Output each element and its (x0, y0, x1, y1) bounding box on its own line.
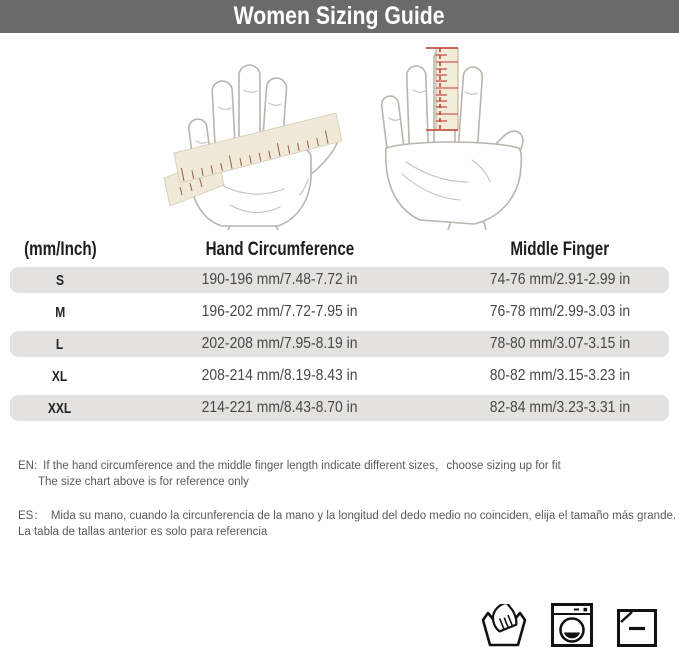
size-table (10, 267, 669, 427)
care-icons (481, 603, 657, 647)
note-es-line2: La tabla de tallas anterior es solo para referencia (18, 526, 268, 538)
middle-finger-cell: 82-84 mm/3.23-3.31 in (489, 399, 630, 416)
table-row-xl (10, 363, 669, 389)
size-cell: XXL (48, 399, 72, 417)
dry-flat-in-shade-icon (617, 609, 657, 647)
hand-wash-icon (481, 604, 527, 647)
note-es-label: ES： (18, 510, 45, 522)
table-row-s (10, 267, 669, 293)
column-header-middle-finger: Middle Finger (510, 239, 609, 260)
hand-circumference-cell: 190-196 mm/7.48-7.72 in (202, 271, 358, 288)
page-title: Women Sizing Guide (234, 2, 445, 30)
size-cell: XL (52, 367, 68, 385)
middle-finger-cell: 80-82 mm/3.15-3.23 in (489, 367, 630, 384)
note-en-label: EN: (18, 460, 38, 472)
note-en-line1: If the hand circumference and the middle finger length indicate different sizes，choose sizing up for fit (43, 460, 561, 472)
note-es-line1: Mida su mano, cuando la circunferencia de la mano y la longitud del dedo medio no coinciden, elija el tamaño más grande. (50, 510, 677, 522)
size-cell: L (56, 335, 64, 353)
middle-finger-cell: 76-78 mm/2.99-3.03 in (489, 303, 630, 320)
size-cell: S (55, 271, 64, 289)
unit-header: (mm/Inch) (23, 239, 97, 260)
note-es (18, 508, 676, 540)
hand-circumference-cell: 202-208 mm/7.95-8.19 in (202, 335, 358, 352)
hand-circumference-cell: 208-214 mm/8.19-8.43 in (202, 367, 358, 384)
column-header-hand-circumference: Hand Circumference (205, 239, 355, 260)
table-header (10, 236, 669, 264)
middle-finger-cell: 78-80 mm/3.07-3.15 in (489, 335, 630, 352)
middle-finger-cell: 74-76 mm/2.91-2.99 in (489, 271, 630, 288)
title-bar (0, 0, 679, 33)
note-en (18, 458, 561, 490)
note-en-line2: The size chart above is for reference only (38, 476, 249, 488)
machine-wash-icon (551, 603, 593, 647)
middle-finger-illustration (372, 40, 552, 230)
table-row-xxl (10, 395, 669, 421)
hand-circumference-cell: 214-221 mm/8.43-8.70 in (202, 399, 358, 416)
table-row-l (10, 331, 669, 357)
table-row-m (10, 299, 669, 325)
hand-circumference-cell: 196-202 mm/7.72-7.95 in (202, 303, 358, 320)
size-cell: M (55, 303, 65, 321)
hand-circumference-illustration (160, 45, 350, 230)
